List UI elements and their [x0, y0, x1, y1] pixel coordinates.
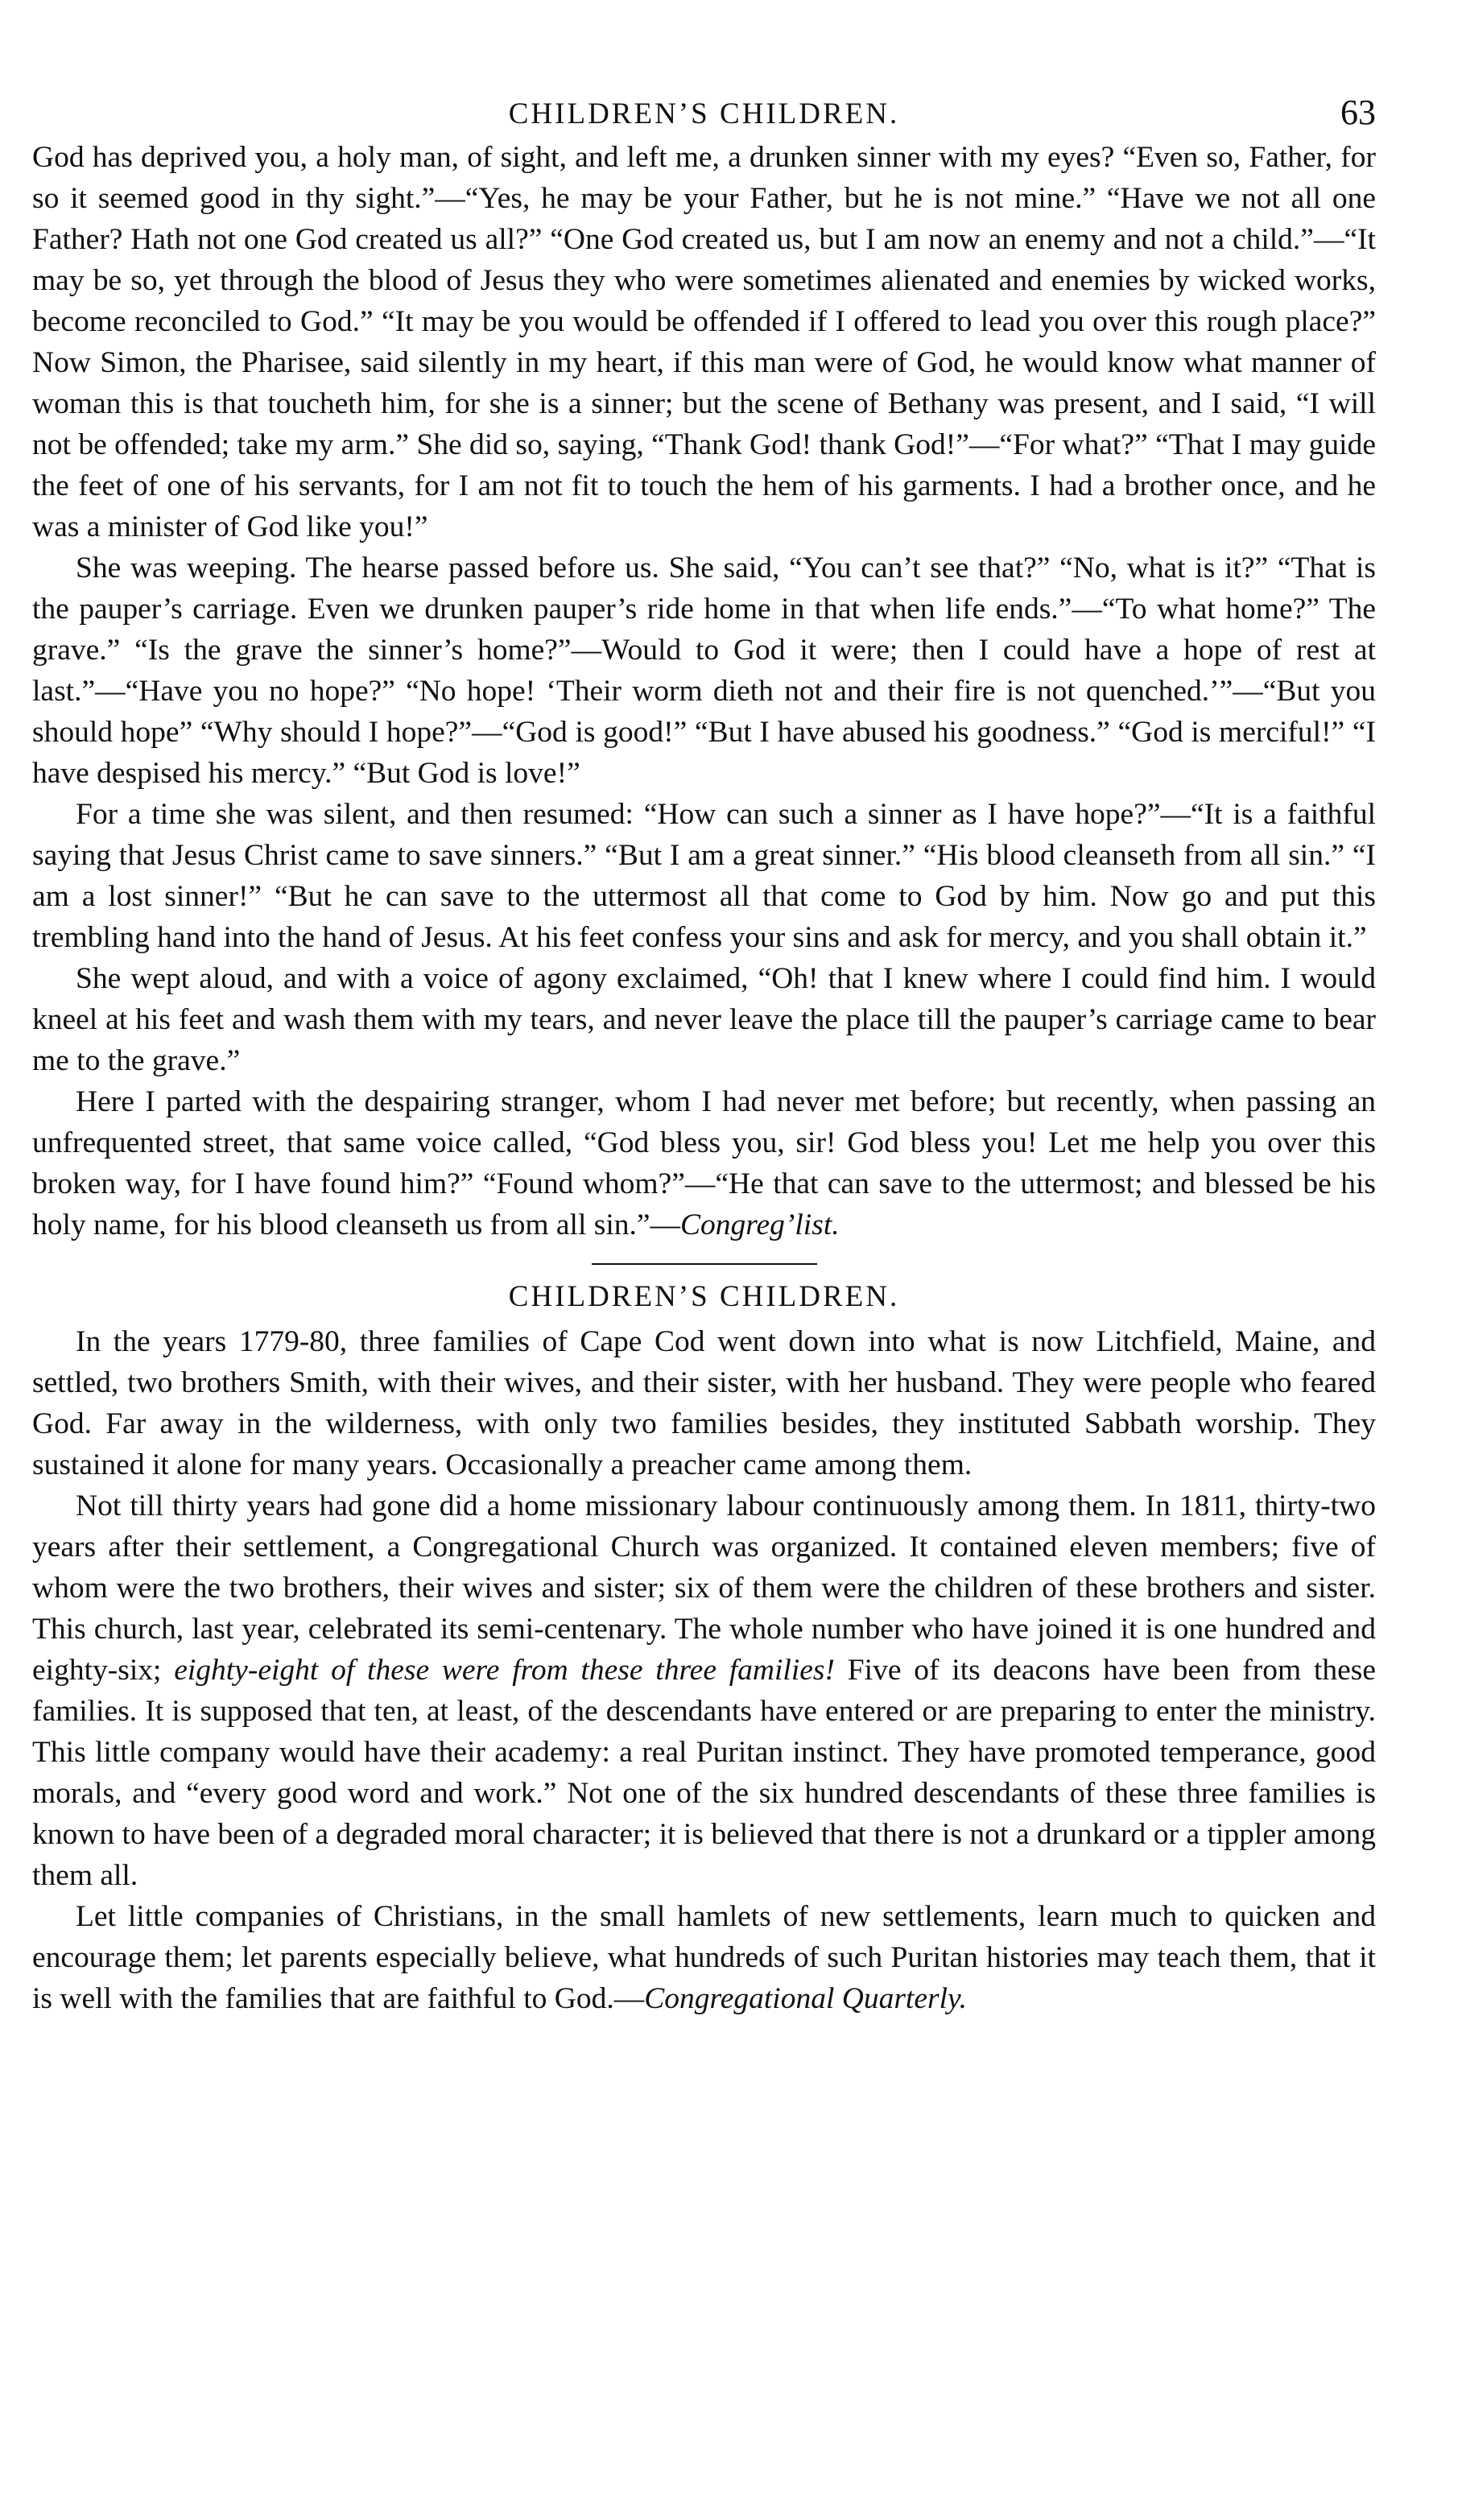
paragraph: God has deprived you, a holy man, of sight, and left me, a drunken sinner with my eyes? “Even so, Father, for so it seemed good in thy sight.”—“Yes, he may be your Father, but he is not mine.” “Have we not all one Father? Hath not one God created us all?” “One God created us, but I am now an enemy and not a child.”—“It may be so, yet through the blood of Jesus they who were sometimes alienated and enemies by wicked works, become reconciled to God.” “It may be you would be offended if I offered to lead you over this rough place?” Now Simon, the Pharisee, said silently in my heart, if this man were of God, he would know what manner of woman this is that toucheth him, for she is a sinner; but the scene of Bethany was present, and I said, “I will not be offended; take my arm.” She did so, saying, “Thank God! thank God!”—“For what?” “That I may guide the feet of one of his servants, for I am not fit to touch the hem of his garments. I had a brother once, and he was a minister of God like you!” — [32, 141, 1376, 543]
paragraph: She wept aloud, and with a voice of agony exclaimed, “Oh! that I knew where I could find him. I would kneel at his feet and wash them with my tears, and never leave the place till the pauper’s carriage came to bear me to the grave.” — [32, 962, 1376, 1077]
paragraph — [32, 1485, 1376, 1896]
story-two-text — [32, 1321, 1376, 2019]
paragraph: She was weeping. The hearse passed before us. She said, “You can’t see that?” “No, what is it?” “That is the pauper’s carriage. Even we drunken pauper’s ride home in that when life ends.”—“To what home?” The grave.” “Is the grave the sinner’s home?”—Would to God it were; then I could have a hope of rest at last.”—“Have you no hope?” “No hope! ‘Their worm dieth not and their fire is not quenched.’”—“But you should hope” “Why should I hope?”—“God is good!” “But I have abused his goodness.” “God is merciful!” “I have despised his mercy.” “But God is love!” — [32, 552, 1376, 790]
running-head — [32, 81, 1376, 137]
paragraph — [32, 1896, 1376, 2019]
source-attribution: Congreg’list. — [680, 1208, 840, 1241]
page-number: 63 — [1340, 93, 1376, 132]
paragraph — [32, 1081, 1376, 1246]
paragraph-text: Let little companies of Christians, in the small hamlets of new settlements, learn much to quicken and encourage them; let parents especially believe, what hundreds of such Puritan histories may teach them, that it is well with the families that are faithful to God.— — [32, 1900, 1376, 2015]
running-title: CHILDREN’S CHILDREN. — [508, 97, 900, 130]
source-attribution: Congregational Quarterly. — [644, 1982, 967, 2015]
paragraph: For a time she was silent, and then resumed: “How can such a sinner as I have hope?”—“It is a faithful saying that Jesus Christ came to save sinners.” “But I am a great sinner.” “His blood cleanseth from all sin.” “I am a lost sinner!” “But he can save to the uttermost all that come to God by him. Now go and put this trembling hand into the hand of Jesus. At his feet confess your sins and ask for mercy, and you shall obtain it.” — [32, 798, 1376, 954]
story-one-text — [32, 137, 1376, 1246]
paragraph-text: Five of its deacons have been from these families. It is supposed that ten, at least, of the descendants have entered or are preparing to enter the ministry. This little company would have their academy: a real Puritan instinct. They have promoted temperance, good morals, and “every good word and work.” Not one of the six hundred descendants of these three families is known to have been of a degraded moral character; it is believed that there is not a drunkard or a tippler among them all. — [32, 1654, 1377, 1892]
section-divider — [592, 1263, 817, 1265]
paragraph: In the years 1779-80, three families of Cape Cod went down into what is now Litchfield, Maine, and settled, two brothers Smith, with their wives, and their sister, with her husband. They were people who feared God. Far away in the wilderness, with only two families besides, they instituted Sabbath worship. They sustained it alone for many years. Occasionally a preacher came among them. — [32, 1325, 1376, 1481]
section-title: CHILDREN’S CHILDREN. — [508, 1280, 900, 1313]
paragraph-text: Here I parted with the despairing stranger, whom I had never met before; but recently, when passing an unfrequented street, that same voice called, “God bless you, sir! God bless you! Let me help you over this broken way, for I have found him?” “Found whom?”—“He that can save to the uttermost; and blessed be his holy name, for his blood cleanseth us from all sin.”— — [32, 1085, 1376, 1241]
paragraph-text: Not till thirty years had gone did a home missionary labour continuously among them. In 1811, thirty-two years after their settlement, a Congregational Church was organized. It contained eleven members; five of whom were the two brothers, their wives and sister; six of them were the children of these brothers and sister. This church, last year, celebrated its semi-centenary. The whole number who have joined it is one hundred and eighty-six; — [32, 1489, 1376, 1687]
emphasis-text: eighty-eight of these were from these three families! — [174, 1654, 835, 1687]
